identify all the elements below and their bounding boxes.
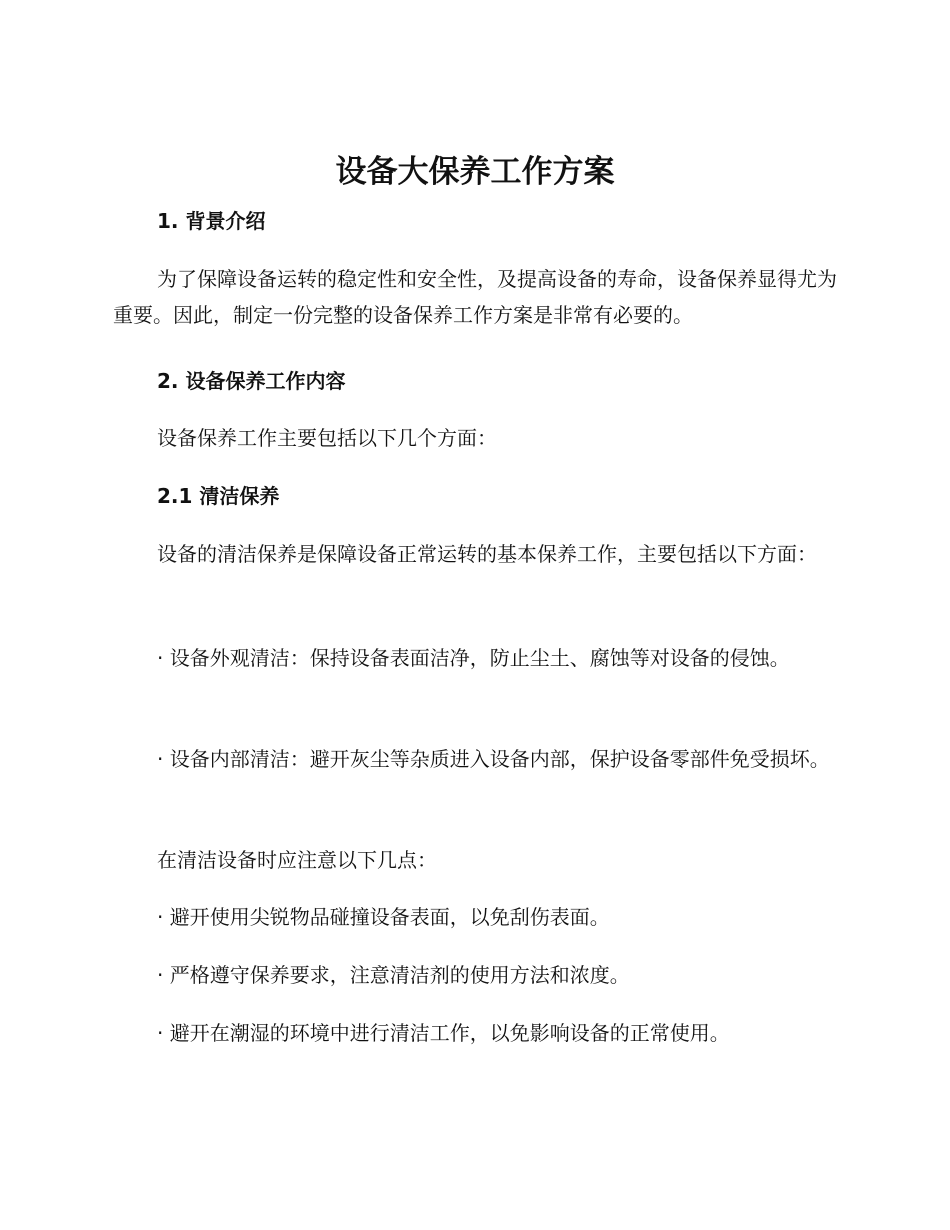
section-heading-background: 1. 背景介绍 (157, 209, 266, 233)
section-heading-cleaning: 2.1 清洁保养 (157, 484, 280, 508)
list-item: · 避开在潮湿的环境中进行清洁工作，以免影响设备的正常使用。 (157, 1021, 730, 1045)
section-heading-maintenance-content: 2. 设备保养工作内容 (157, 369, 346, 393)
list-item: · 设备外观清洁：保持设备表面洁净，防止尘土、腐蚀等对设备的侵蚀。 (157, 646, 790, 670)
document-title: 设备大保养工作方案 (335, 154, 615, 190)
cleaning-paragraph: 设备的清洁保养是保障设备正常运转的基本保养工作，主要包括以下方面： (157, 542, 817, 566)
background-paragraph: 为了保障设备运转的稳定性和安全性，及提高设备的寿命，设备保养显得尤为重要。因此，制定一份完整的设备保养工作方案是非常有必要的。 (113, 267, 837, 327)
maintenance-intro-paragraph: 设备保养工作主要包括以下几个方面： (157, 426, 497, 450)
list-item: · 严格遵守保养要求，注意清洁剂的使用方法和浓度。 (157, 963, 630, 987)
list-item: · 设备内部清洁：避开灰尘等杂质进入设备内部，保护设备零部件免受损坏。 (157, 747, 830, 771)
list-item: · 避开使用尖锐物品碰撞设备表面，以免刮伤表面。 (157, 905, 610, 929)
cleaning-notes-intro: 在清洁设备时应注意以下几点： (157, 848, 437, 872)
